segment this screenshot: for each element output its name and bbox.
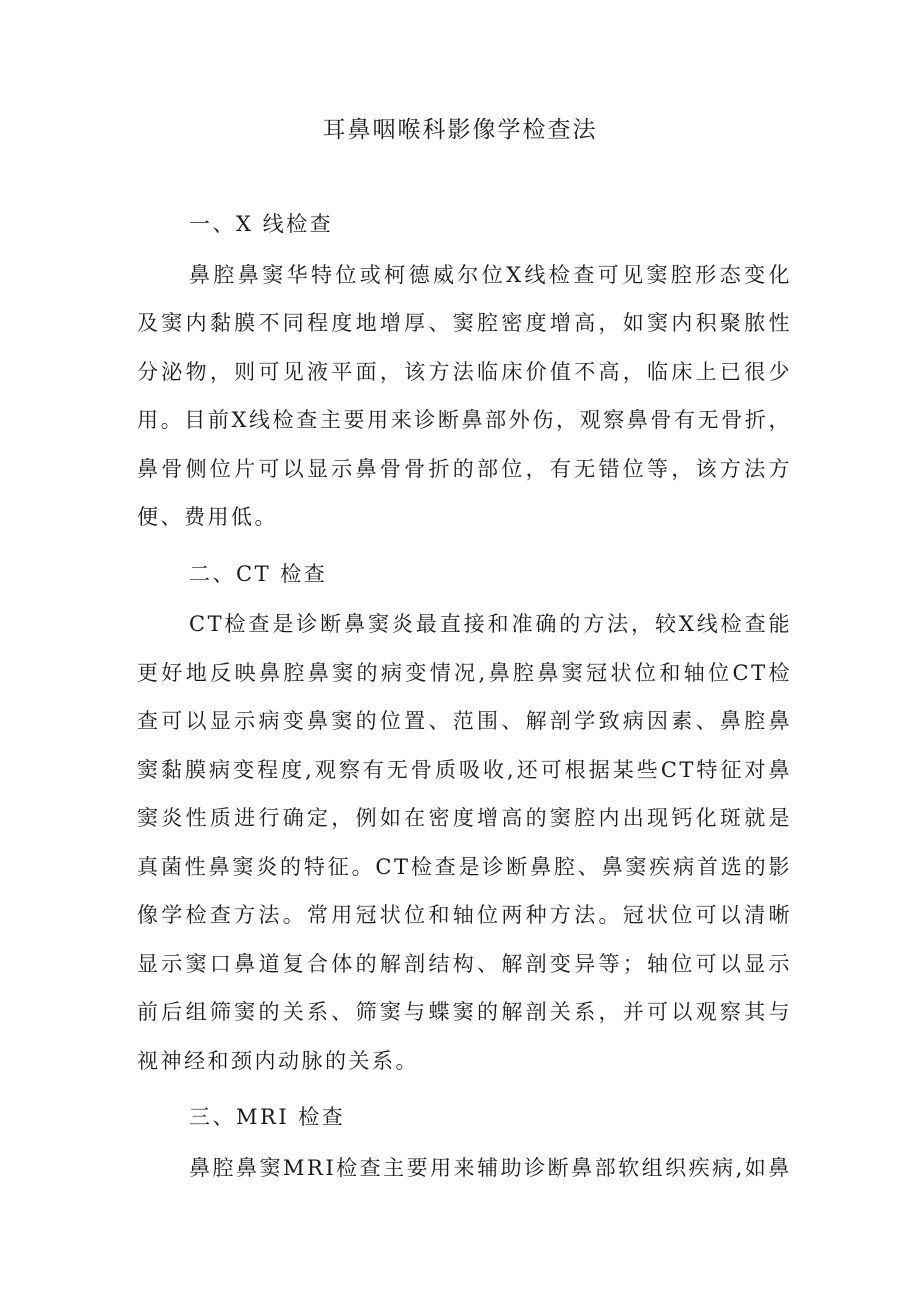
document-body [137,200,792,1200]
section-paragraph-mri: 鼻腔鼻窦MRI检查主要用来辅助诊断鼻部软组织疾病,如鼻 [189,1155,792,1180]
section-heading-xray: 一、X 线检查 [189,212,334,236]
document-title: 耳鼻咽喉科影像学检查法 [322,117,598,143]
section-paragraph-ct: CT检查是诊断鼻窦炎最直接和准确的方法，较X线检查能更好地反映鼻腔鼻窦的病变情况,鼻腔鼻窦冠状位和轴位CT检查可以显示病变鼻窦的位置、范围、解剖学致病因素、鼻腔鼻窦黏膜病变程度,观察有无骨质吸收,还可根据某些CT特征对鼻窦炎性质进行确定，例如在密度增高的窦腔内出现钙化斑就是真菌性鼻窦炎的特征。CT检查是诊断鼻腔、鼻窦疾病首选的影像学检查方法。常用冠状位和轴位两种方法。冠状位可以清晰显示窦口鼻道复合体的解剖结构、解剖变异等；轴位可以显示前后组筛窦的关系、筛窦与蝶窦的解剖关系，并可以观察其与视神经和颈内动脉的关系。 [137,612,792,1073]
section-heading-ct: 二、CT 检查 [189,561,328,586]
section-paragraph-xray: 鼻腔鼻窦华特位或柯德威尔位X线检查可见窦腔形态变化及窦内黏膜不同程度地增厚、窦腔密度增高，如窦内积聚脓性分泌物，则可见液平面，该方法临床价值不高，临床上已很少用。目前X线检查主要用来诊断鼻部外伤，观察鼻骨有无骨折，鼻骨侧位片可以显示鼻骨骨折的部位，有无错位等，该方法方便、费用低。 [137,262,792,529]
section-heading-mri: 三、MRI 检查 [189,1105,346,1129]
